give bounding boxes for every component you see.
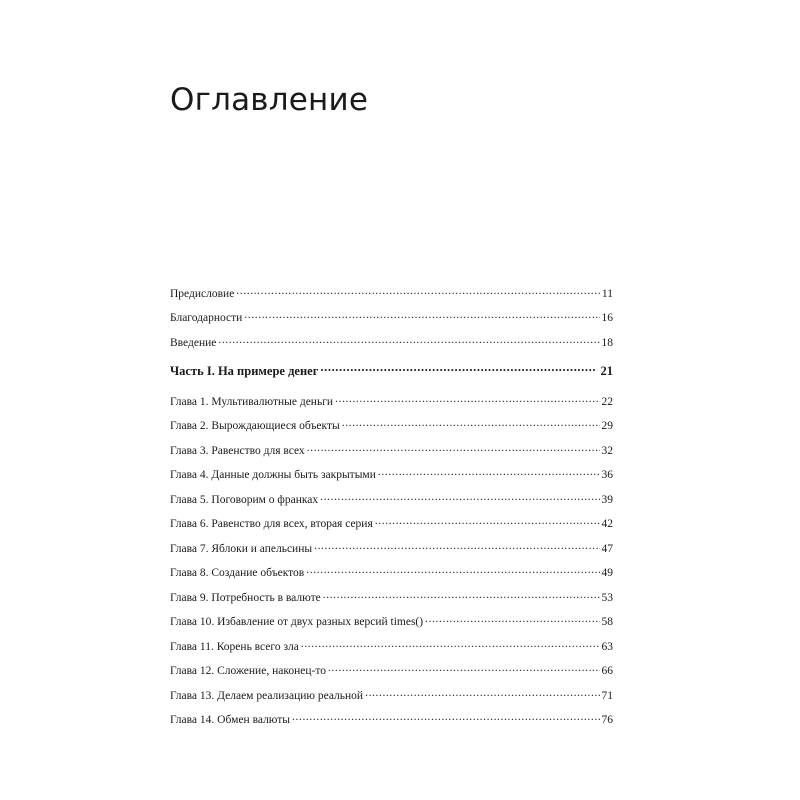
toc-page-number: 66 [601,665,613,677]
toc-entry-label: Глава 1. Мультивалютные деньги [170,395,334,408]
toc-entry-chapter-10[interactable] [170,614,613,639]
toc-entry-chapter-1[interactable] [170,393,613,418]
toc-entry-chapter-13[interactable] [170,687,613,712]
toc-part-label: Часть I. На примере денег [170,364,319,378]
toc-entry-acknowledgements[interactable] [170,310,613,335]
toc-page-number: 49 [601,567,613,579]
dot-leader [320,491,599,503]
dot-leader [365,687,599,699]
dot-leader [292,712,599,724]
dot-leader [323,589,600,601]
dot-leader [218,334,599,346]
toc-entry-label: Введение [170,336,217,349]
toc-entry-label: Глава 4. Данные должны быть закрытыми [170,469,376,481]
toc-entry-chapter-6[interactable] [170,516,613,541]
toc-entry-label: Глава 5. Поговорим о франках [170,493,319,506]
toc-entry-label: Глава 3. Равенство для всех [170,444,305,457]
toc-entry-label: Глава 8. Создание объектов [170,567,305,579]
toc-entry-introduction[interactable] [170,334,613,359]
toc-page-number: 58 [601,616,613,628]
toc-page-number: 11 [601,287,613,300]
toc-page-number: 76 [601,714,613,726]
dot-leader [342,418,600,430]
toc-entry-chapter-8[interactable] [170,565,613,590]
toc-entry-chapter-9[interactable] [170,589,613,614]
toc-page-number: 39 [601,493,613,506]
toc-entry-preface[interactable] [170,285,613,310]
toc-entry-label: Благодарности [170,312,243,324]
dot-leader [425,614,599,626]
toc-entry-chapter-2[interactable] [170,418,613,443]
dot-leader [378,467,600,479]
page-title: Оглавление [170,82,369,118]
toc-entry-label: Глава 14. Обмен валюты [170,714,291,726]
toc-page-number: 47 [601,542,613,555]
dot-leader [320,363,594,376]
toc-entry-part-1[interactable] [170,363,613,388]
toc-entry-chapter-14[interactable] [170,712,613,737]
toc-page-number: 21 [600,364,613,378]
toc-entry-label: Глава 2. Вырождающиеся объекты [170,420,340,432]
table-of-contents [170,285,613,736]
toc-entry-label: Глава 6. Равенство для всех, вторая серия [170,518,373,530]
dot-leader [236,285,600,297]
dot-leader [335,393,599,405]
toc-entry-label: Глава 12. Сложение, наконец-то [170,665,326,677]
dot-leader [306,565,599,577]
toc-entry-chapter-11[interactable] [170,638,613,663]
toc-page-number: 22 [601,395,613,408]
toc-entry-label: Глава 11. Корень всего зла [170,640,299,653]
toc-page-number: 71 [601,689,613,702]
toc-entry-chapter-4[interactable] [170,467,613,492]
toc-entry-label: Глава 13. Делаем реализацию реальной [170,689,364,702]
toc-entry-chapter-3[interactable] [170,442,613,467]
dot-leader [314,540,599,552]
toc-page-number: 42 [601,518,613,530]
toc-page-number: 16 [601,312,613,324]
toc-page-number: 32 [601,444,613,457]
toc-entry-label: Глава 10. Избавление от двух разных версий times() [170,616,424,628]
toc-entry-label: Глава 7. Яблоки и апельсины [170,542,313,555]
toc-entry-label: Предисловие [170,287,235,300]
toc-page-number: 63 [601,640,613,653]
toc-entry-label: Глава 9. Потребность в валюте [170,591,321,604]
dot-leader [301,638,600,650]
toc-entry-chapter-5[interactable] [170,491,613,516]
toc-page-number: 18 [601,336,613,349]
toc-entry-chapter-7[interactable] [170,540,613,565]
toc-entry-chapter-12[interactable] [170,663,613,688]
dot-leader [375,516,600,528]
dot-leader [328,663,600,675]
toc-page-number: 29 [601,420,613,432]
toc-page-number: 36 [601,469,613,481]
toc-page-number: 53 [601,591,613,604]
dot-leader [307,442,600,454]
dot-leader [244,310,599,322]
